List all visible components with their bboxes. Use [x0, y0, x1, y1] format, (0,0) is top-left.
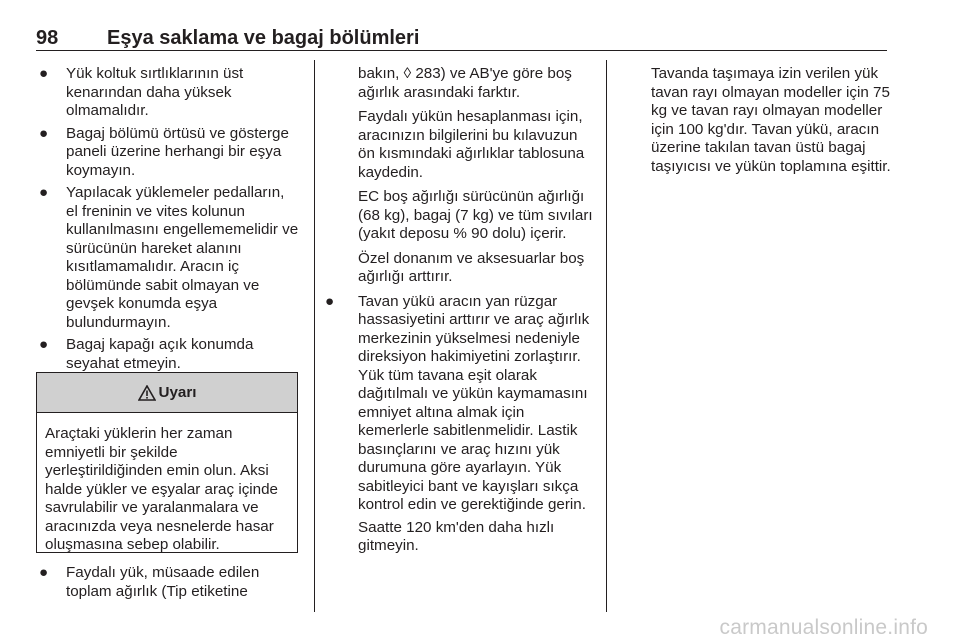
- column-1-continued: [36, 564, 300, 605]
- column-1: [36, 65, 300, 377]
- warning-triangle-icon: [138, 385, 156, 401]
- warning-header: [37, 373, 297, 413]
- warning-title: Uyarı: [158, 384, 197, 401]
- header-rule: [36, 50, 887, 51]
- warning-body: Araçtaki yüklerin her zaman emniyetli bir şekilde yerleştirildiğinden emin olun. Aksi halde yükler ve eşyalar araç içinde savrulabilir ve yaralanmalara ve aracınızda veya nesnelerde hasar oluşmasına sebep olabilir.: [45, 425, 278, 553]
- paragraph: Saatte 120 km'den daha hızlı gitmeyin.: [358, 518, 555, 554]
- list-item-text: Bagaj kapağı açık konumda seyahat etmeyin.: [66, 336, 254, 372]
- list-item: [36, 564, 300, 601]
- warning-box: [36, 372, 298, 553]
- bullet-dot: ●: [39, 65, 49, 82]
- list-item-text: Faydalı yük, müsaade edilen toplam ağırlık (Tip etiketine: [66, 564, 260, 600]
- list-item-text: Yük koltuk sırtlıklarının üst kenarından daha yüksek olmamalıdır.: [66, 65, 244, 119]
- page-title: Eşya saklama ve bagaj bölümleri: [107, 27, 420, 49]
- watermark: carmanualsonline.info: [719, 616, 928, 639]
- column-divider: [314, 60, 315, 612]
- list-item: [36, 125, 300, 181]
- bullet-dot: ●: [39, 184, 49, 201]
- bullet-dot: ●: [39, 564, 49, 581]
- column-divider: [606, 60, 607, 612]
- bullet-dot: ●: [325, 292, 335, 310]
- page-number: 98: [36, 27, 59, 49]
- column-2: [322, 65, 596, 562]
- paragraph: EC boş ağırlığı sürücünün ağırlığı (68 kg), bagaj (7 kg) ve tüm sıvıları (yakıt deposu % 90 dolu) içerir.: [358, 188, 593, 242]
- list-item: [36, 184, 300, 332]
- bullet-dot: ●: [39, 124, 49, 142]
- paragraph: bakın, ◊ 283) ve AB'ye göre boş ağırlık arasındaki farktır.: [358, 65, 572, 101]
- list-item-text: Bagaj bölümü örtüsü ve gösterge paneli üzerine herhangi bir eşya koymayın.: [66, 124, 289, 179]
- bullet-dot: ●: [39, 336, 49, 353]
- column-3: [651, 65, 896, 182]
- list-item: [36, 65, 300, 121]
- list-item: [36, 336, 300, 373]
- list-item: [322, 293, 596, 515]
- paragraph: Tavanda taşımaya izin verilen yük tavan rayı olmayan modeller için 75 kg ve tavan rayı olmayan modeller için 100 kg'dır. Tavan yükü, aracın üzerine takılan tavan üstü bagaj taşıyıcısı ve yükün toplamına eşittir.: [651, 65, 891, 175]
- list-item-text: Tavan yükü aracın yan rüzgar hassasiyetini arttırır ve araç ağırlık merkezinin yükselmesi nedeniyle direksiyon hakimiyetini zorlaştırır. Yük tüm tavana eşit olarak dağıtılmalı ve yükün kaymamasını emniyet altına almak için kemerlerle sabitlenmelidir. Lastik basınçlarını ve araç hızını yük durumuna göre ayarlayın. Yük sabitleyici bant ve kayışları sıkça kontrol edin ve gerektiğinde gerin.: [358, 292, 590, 513]
- paragraph: Özel donanım ve aksesuarlar boş ağırlığı arttırır.: [358, 249, 585, 285]
- list-item-text: Yapılacak yüklemeler pedalların, el freninin ve vites kolunun kullanılmasını engellememelidir ve sürücünün hareket alanını kısıtlamamalıdır. Aracın iç bölümünde sabit olmayan ve gevşek konumda eşya bulundurmayın.: [66, 184, 299, 331]
- paragraph: Faydalı yükün hesaplanması için, aracınızın bilgilerini bu kılavuzun ön kısmındaki ağırlıklar tablosuna kaydedin.: [358, 108, 585, 181]
